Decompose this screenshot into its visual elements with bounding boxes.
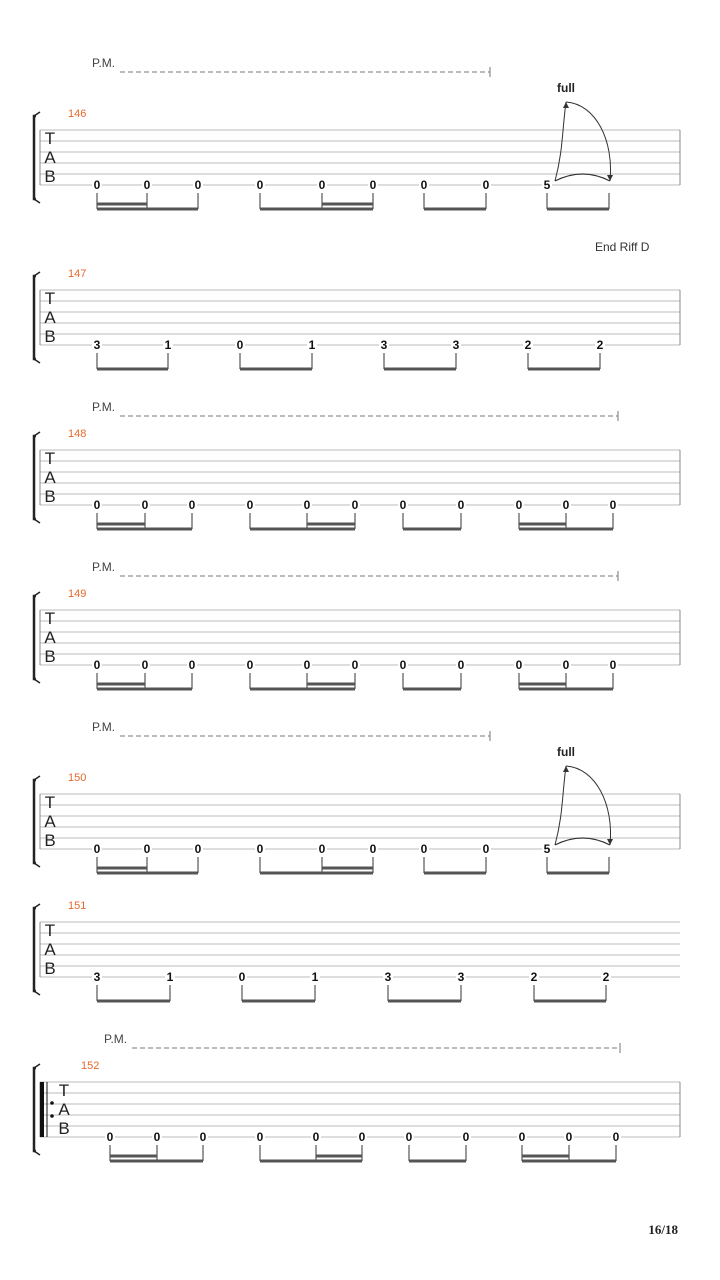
bend-amount: full	[557, 745, 575, 759]
tab-system	[34, 560, 680, 689]
tab-clef-letter: A	[44, 148, 56, 167]
tab-clef-letter: T	[44, 609, 56, 628]
fret-number: 0	[143, 842, 151, 856]
fret-number: 0	[565, 1130, 573, 1144]
tab-system	[34, 1032, 680, 1161]
fret-number: 0	[303, 658, 311, 672]
fret-number: 2	[530, 970, 538, 984]
fret-number: 0	[246, 498, 254, 512]
fret-number: 0	[457, 658, 465, 672]
fret-number: 0	[303, 498, 311, 512]
tab-clef-letter: A	[44, 940, 56, 959]
measure-number: 152	[81, 1060, 100, 1072]
tab-clef-letter: T	[44, 793, 56, 812]
fret-number: 0	[238, 970, 246, 984]
tab-system	[34, 400, 680, 529]
fret-number: 0	[482, 842, 490, 856]
fret-number: 0	[194, 178, 202, 192]
palm-mute-label: P.M.	[92, 400, 116, 414]
fret-number: 0	[462, 1130, 470, 1144]
fret-number: 0	[515, 658, 523, 672]
bend-arrowhead	[563, 102, 569, 108]
system-bracket	[34, 780, 36, 863]
fret-number: 0	[141, 498, 149, 512]
fret-number: 3	[380, 338, 388, 352]
fret-number: 0	[194, 842, 202, 856]
fret-number: 0	[457, 498, 465, 512]
palm-mute-label: P.M.	[92, 56, 116, 70]
system-bracket	[34, 116, 36, 199]
fret-number: 0	[351, 498, 359, 512]
fret-number: 0	[143, 178, 151, 192]
fret-number: 0	[246, 658, 254, 672]
tab-clef-letter: A	[58, 1100, 70, 1119]
tab-clef-letter: B	[44, 647, 56, 666]
fret-number: 0	[93, 658, 101, 672]
fret-number: 0	[106, 1130, 114, 1144]
fret-number: 3	[384, 970, 392, 984]
tab-clef-letter: B	[44, 167, 56, 186]
fret-number: 1	[164, 338, 172, 352]
fret-number: 3	[452, 338, 460, 352]
palm-mute-label: P.M.	[92, 560, 116, 574]
fret-number: 2	[596, 338, 604, 352]
repeat-dot	[50, 1114, 54, 1118]
repeat-thick-barline	[40, 1082, 44, 1137]
fret-number: 0	[609, 658, 617, 672]
palm-mute-label: P.M.	[92, 720, 116, 734]
fret-number: 0	[399, 498, 407, 512]
tab-system	[34, 56, 680, 209]
measure-number: 148	[68, 428, 87, 440]
fret-number: 0	[199, 1130, 207, 1144]
system-bracket	[34, 908, 36, 991]
fret-number: 0	[358, 1130, 366, 1144]
fret-number: 0	[236, 338, 244, 352]
fret-number: 0	[351, 658, 359, 672]
fret-number: 0	[369, 842, 377, 856]
tab-clef-letter: A	[44, 468, 56, 487]
fret-number: 2	[524, 338, 532, 352]
fret-number: 0	[420, 842, 428, 856]
fret-number: 0	[312, 1130, 320, 1144]
fret-number: 0	[318, 178, 326, 192]
tab-clef-letter: A	[44, 812, 56, 831]
page-number: 16/18	[648, 1222, 678, 1237]
tab-system	[34, 900, 680, 1001]
tab-clef-letter: B	[44, 959, 56, 978]
fret-number: 0	[609, 498, 617, 512]
fret-number: 0	[153, 1130, 161, 1144]
fret-number: 0	[482, 178, 490, 192]
fret-number: 0	[612, 1130, 620, 1144]
tie-arc	[555, 174, 610, 181]
fret-number: 0	[256, 1130, 264, 1144]
palm-mute-label: P.M.	[104, 1032, 128, 1046]
tab-clef-letter: T	[44, 129, 56, 148]
bend-arrowhead	[563, 766, 569, 772]
fret-number: 0	[562, 658, 570, 672]
system-bracket	[34, 596, 36, 679]
fret-number: 3	[93, 970, 101, 984]
measure-number: 149	[68, 588, 87, 600]
fret-number: 1	[311, 970, 319, 984]
fret-number: 0	[399, 658, 407, 672]
section-marker: End Riff D	[595, 240, 650, 254]
measure-number: 151	[68, 900, 87, 912]
tab-clef-letter: A	[44, 308, 56, 327]
fret-number: 0	[405, 1130, 413, 1144]
measure-number: 147	[68, 268, 87, 280]
tab-system	[34, 240, 680, 369]
tab-clef-letter: B	[44, 487, 56, 506]
fret-number: 5	[543, 842, 551, 856]
fret-number: 5	[543, 178, 551, 192]
tab-clef-letter: T	[44, 289, 56, 308]
fret-number: 0	[562, 498, 570, 512]
fret-number: 1	[166, 970, 174, 984]
measure-number: 150	[68, 772, 87, 784]
tab-clef-letter: T	[44, 921, 56, 940]
tab-clef-letter: T	[58, 1081, 70, 1100]
fret-number: 0	[93, 842, 101, 856]
fret-number: 0	[256, 178, 264, 192]
fret-number: 3	[93, 338, 101, 352]
fret-number: 0	[369, 178, 377, 192]
fret-number: 2	[602, 970, 610, 984]
system-bracket	[34, 1068, 36, 1151]
fret-number: 0	[518, 1130, 526, 1144]
fret-number: 0	[188, 658, 196, 672]
tab-clef-letter: B	[44, 327, 56, 346]
fret-number: 0	[93, 498, 101, 512]
tab-clef-letter: T	[44, 449, 56, 468]
fret-number: 0	[188, 498, 196, 512]
tab-clef-letter: B	[58, 1119, 70, 1138]
tie-arc	[555, 838, 610, 845]
system-bracket	[34, 436, 36, 519]
fret-number: 0	[318, 842, 326, 856]
tab-clef-letter: B	[44, 831, 56, 850]
fret-number: 3	[457, 970, 465, 984]
tab-clef-letter: A	[44, 628, 56, 647]
tab-system	[34, 720, 680, 873]
fret-number: 0	[93, 178, 101, 192]
fret-number: 0	[420, 178, 428, 192]
measure-number: 146	[68, 108, 87, 120]
system-bracket	[34, 276, 36, 359]
fret-number: 0	[141, 658, 149, 672]
fret-number: 0	[256, 842, 264, 856]
repeat-dot	[50, 1101, 54, 1105]
fret-number: 0	[515, 498, 523, 512]
bend-amount: full	[557, 81, 575, 95]
fret-number: 1	[308, 338, 316, 352]
